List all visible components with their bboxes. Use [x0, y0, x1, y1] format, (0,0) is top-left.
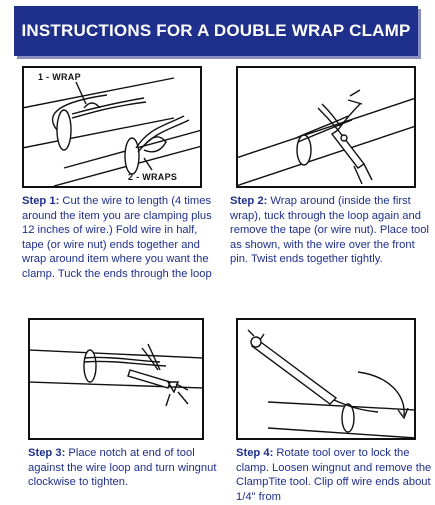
- step-4-text: [236, 446, 432, 504]
- step-4-illustration: [236, 318, 416, 440]
- step-2-body: Wrap around (inside the first wrap), tuck through the loop again and remove the tape (or wire nut). Place tool as shown, with the wire over the front pin. Twist ends together tightly.: [230, 195, 429, 266]
- step-1-text: [22, 194, 218, 282]
- step-2-illustration: [236, 66, 416, 188]
- step-3-body: Place notch at end of tool against the wire loop and turn wingnut clockwise to tighten.: [28, 447, 217, 489]
- step-1-illustration: [22, 66, 202, 188]
- step-2-text: [230, 194, 430, 267]
- step-4-body: Rotate tool over to lock the clamp. Loosen wingnut and remove the ClampTite tool. Clip off wire ends about 1/4" from: [236, 447, 432, 503]
- step-4-label: Step 4:: [236, 447, 274, 459]
- two-wraps-callout: 2 - WRAPS: [128, 172, 178, 182]
- step-3-illustration: [28, 318, 204, 440]
- step-1-label: Step 1:: [22, 195, 60, 207]
- step-3-label: Step 3:: [28, 447, 66, 459]
- step-2-label: Step 2:: [230, 195, 268, 207]
- one-wrap-callout: 1 - WRAP: [38, 72, 81, 82]
- page-title: INSTRUCTIONS FOR A DOUBLE WRAP CLAMP: [14, 6, 418, 56]
- step-3-text: [28, 446, 224, 490]
- step-1-body: Cut the wire to length (4 times around the item you are clamping plus 12 inches of wire.) Fold wire in half, tape (or wire nut) ends together and wrap around item where you want the clamp. Tuck the ends through the loop: [22, 195, 212, 280]
